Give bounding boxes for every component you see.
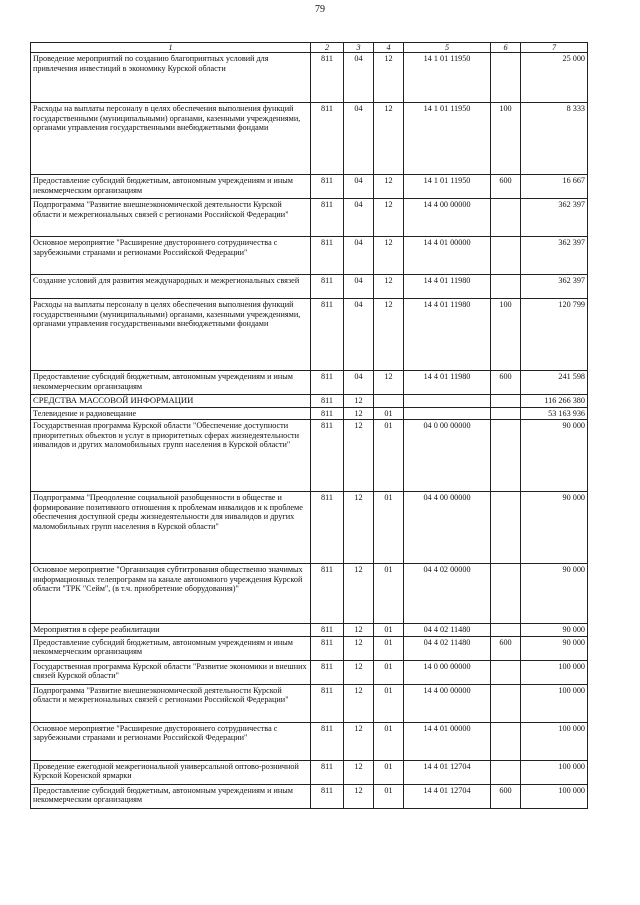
table-row: [31, 199, 588, 237]
cell-gr: 811: [311, 684, 344, 722]
cell-name: Предоставление субсидий бюджетным, автономным учреждениям и иным некоммерческим организациям: [31, 784, 311, 808]
cell-vr: 600: [491, 175, 521, 199]
cell-vr: [491, 53, 521, 103]
table-row: [31, 722, 588, 760]
cell-gr: 811: [311, 660, 344, 684]
cell-pr: 01: [374, 684, 404, 722]
cell-name: Государственная программа Курской области "Развитие экономики и внешних связей Курской области": [31, 660, 311, 684]
cell-name: Телевидение и радиовещание: [31, 407, 311, 420]
cell-name: Основное мероприятие "Расширение двустороннего сотрудничества с зарубежными странами и регионами Российской Федерации": [31, 722, 311, 760]
cell-vr: [491, 420, 521, 492]
column-header-name: 1: [31, 43, 311, 53]
cell-csr: 04 0 00 00000: [404, 420, 491, 492]
cell-vr: [491, 660, 521, 684]
cell-gr: 811: [311, 636, 344, 660]
cell-sum: 100 000: [521, 684, 588, 722]
cell-vr: [491, 275, 521, 299]
cell-sum: 241 598: [521, 371, 588, 395]
cell-name: Создание условий для развития международных и межрегиональных связей: [31, 275, 311, 299]
cell-csr: 14 4 01 12704: [404, 784, 491, 808]
cell-pr: 12: [374, 237, 404, 275]
cell-sum: 100 000: [521, 722, 588, 760]
cell-name: Предоставление субсидий бюджетным, автономным учреждениям и иным некоммерческим организациям: [31, 636, 311, 660]
table-row: [31, 103, 588, 175]
column-header-gr: 2: [311, 43, 344, 53]
table-row: [31, 760, 588, 784]
cell-pr: [374, 395, 404, 408]
cell-gr: 811: [311, 407, 344, 420]
cell-csr: 04 4 02 11480: [404, 636, 491, 660]
cell-rz: 12: [344, 684, 374, 722]
cell-sum: 362 397: [521, 237, 588, 275]
table-row: [31, 492, 588, 564]
table-body: [31, 53, 588, 809]
cell-gr: 811: [311, 275, 344, 299]
table-row: [31, 636, 588, 660]
cell-rz: 12: [344, 624, 374, 637]
column-header-vr: 6: [491, 43, 521, 53]
cell-pr: 01: [374, 492, 404, 564]
cell-vr: [491, 684, 521, 722]
cell-gr: 811: [311, 371, 344, 395]
cell-name: Подпрограмма "Преодоление социальной разобщенности в обществе и формирование позитивного отношения к проблемам инвалидов и к проблеме обеспечения доступной среды жизнедеятельности для инвалидов и других маломобильных групп населения в Курской области": [31, 492, 311, 564]
cell-csr: 14 0 00 00000: [404, 660, 491, 684]
column-header-sum: 7: [521, 43, 588, 53]
cell-vr: [491, 760, 521, 784]
cell-rz: 12: [344, 420, 374, 492]
cell-rz: 04: [344, 103, 374, 175]
cell-gr: 811: [311, 784, 344, 808]
cell-csr: 14 4 01 12704: [404, 760, 491, 784]
cell-csr: 14 4 00 00000: [404, 199, 491, 237]
page-number: 79: [315, 4, 325, 15]
cell-gr: 811: [311, 420, 344, 492]
cell-pr: 12: [374, 299, 404, 371]
cell-vr: [491, 564, 521, 624]
table-row: [31, 784, 588, 808]
cell-csr: 14 1 01 11950: [404, 53, 491, 103]
cell-name: Основное мероприятие "Организация субтитрования общественно значимых информационных телепрограмм на канале автономного учреждения Курской области "ТРК "Сейм", (в т.ч. приобретение оборудования)": [31, 564, 311, 624]
cell-rz: 12: [344, 784, 374, 808]
cell-pr: 12: [374, 275, 404, 299]
cell-name: Расходы на выплаты персоналу в целях обеспечения выполнения функций государственными (муниципальными) органами, казенными учреждениями, органами управления государственными внебюджетными фондами: [31, 299, 311, 371]
cell-gr: 811: [311, 395, 344, 408]
table-row: [31, 175, 588, 199]
cell-gr: 811: [311, 564, 344, 624]
table-row: [31, 299, 588, 371]
cell-pr: 12: [374, 53, 404, 103]
cell-sum: 100 000: [521, 760, 588, 784]
cell-name: Основное мероприятие "Расширение двустороннего сотрудничества с зарубежными странами и регионами Российской Федерации": [31, 237, 311, 275]
cell-pr: 01: [374, 624, 404, 637]
column-header-rz: 3: [344, 43, 374, 53]
cell-name: Подпрограмма "Развитие внешнеэкономической деятельности Курской области и межрегиональных связей с регионами Российской Федерации": [31, 684, 311, 722]
cell-csr: 14 4 01 00000: [404, 237, 491, 275]
cell-sum: 8 333: [521, 103, 588, 175]
cell-gr: 811: [311, 299, 344, 371]
table-row: [31, 420, 588, 492]
cell-rz: 12: [344, 660, 374, 684]
budget-table: [30, 42, 588, 809]
cell-rz: 04: [344, 199, 374, 237]
cell-sum: 90 000: [521, 624, 588, 637]
cell-rz: 12: [344, 564, 374, 624]
cell-rz: 04: [344, 237, 374, 275]
cell-vr: [491, 199, 521, 237]
cell-gr: 811: [311, 237, 344, 275]
cell-csr: 14 4 00 00000: [404, 684, 491, 722]
cell-gr: 811: [311, 624, 344, 637]
cell-name: Расходы на выплаты персоналу в целях обеспечения выполнения функций государственными (муниципальными) органами, казенными учреждениями, органами управления государственными внебюджетными фондами: [31, 103, 311, 175]
cell-pr: 01: [374, 564, 404, 624]
table-row: [31, 371, 588, 395]
cell-vr: [491, 492, 521, 564]
cell-name: Подпрограмма "Развитие внешнеэкономической деятельности Курской области и межрегиональных связей с регионами Российской Федерации": [31, 199, 311, 237]
cell-pr: 12: [374, 175, 404, 199]
cell-sum: 90 000: [521, 564, 588, 624]
cell-sum: 120 799: [521, 299, 588, 371]
cell-csr: 14 4 01 11980: [404, 275, 491, 299]
cell-pr: 12: [374, 199, 404, 237]
cell-pr: 01: [374, 660, 404, 684]
cell-rz: 04: [344, 175, 374, 199]
cell-name: Проведение ежегодной межрегиональной универсальной оптово-розничной Курской Коренской ярмарки: [31, 760, 311, 784]
cell-vr: 100: [491, 103, 521, 175]
cell-gr: 811: [311, 492, 344, 564]
cell-vr: 100: [491, 299, 521, 371]
cell-sum: 100 000: [521, 784, 588, 808]
cell-gr: 811: [311, 53, 344, 103]
table-row: [31, 684, 588, 722]
cell-gr: 811: [311, 175, 344, 199]
cell-name: Государственная программа Курской области "Обеспечение доступности приоритетных объектов и услуг в приоритетных сферах жизнедеятельности инвалидов и других маломобильных групп населения в Курской области": [31, 420, 311, 492]
cell-name: СРЕДСТВА МАССОВОЙ ИНФОРМАЦИИ: [31, 395, 311, 408]
cell-csr: [404, 395, 491, 408]
cell-csr: 14 1 01 11950: [404, 103, 491, 175]
cell-pr: 01: [374, 420, 404, 492]
cell-rz: 04: [344, 299, 374, 371]
cell-vr: 600: [491, 636, 521, 660]
cell-sum: 116 266 380: [521, 395, 588, 408]
cell-pr: 12: [374, 371, 404, 395]
cell-sum: 53 163 936: [521, 407, 588, 420]
cell-name: Проведение мероприятий по созданию благоприятных условий для привлечения инвестиций в экономику Курской области: [31, 53, 311, 103]
cell-vr: [491, 407, 521, 420]
cell-sum: 362 397: [521, 275, 588, 299]
cell-rz: 04: [344, 53, 374, 103]
cell-csr: 04 4 00 00000: [404, 492, 491, 564]
cell-vr: 600: [491, 371, 521, 395]
column-header-pr: 4: [374, 43, 404, 53]
cell-rz: 12: [344, 636, 374, 660]
cell-rz: 12: [344, 722, 374, 760]
cell-csr: 14 1 01 11950: [404, 175, 491, 199]
cell-rz: 12: [344, 492, 374, 564]
cell-pr: 01: [374, 636, 404, 660]
table-header-row: [31, 43, 588, 53]
cell-gr: 811: [311, 760, 344, 784]
cell-csr: 04 4 02 00000: [404, 564, 491, 624]
cell-sum: 90 000: [521, 492, 588, 564]
cell-csr: 14 4 01 00000: [404, 722, 491, 760]
table-row: [31, 660, 588, 684]
cell-name: Предоставление субсидий бюджетным, автономным учреждениям и иным некоммерческим организациям: [31, 371, 311, 395]
cell-gr: 811: [311, 199, 344, 237]
cell-sum: 25 000: [521, 53, 588, 103]
cell-name: Мероприятия в сфере реабилитации: [31, 624, 311, 637]
cell-csr: 14 4 01 11980: [404, 371, 491, 395]
cell-vr: 600: [491, 784, 521, 808]
cell-vr: [491, 624, 521, 637]
cell-vr: [491, 395, 521, 408]
cell-sum: 16 667: [521, 175, 588, 199]
cell-pr: 01: [374, 784, 404, 808]
cell-gr: 811: [311, 722, 344, 760]
table-row: [31, 53, 588, 103]
cell-rz: 04: [344, 371, 374, 395]
cell-vr: [491, 237, 521, 275]
cell-sum: 362 397: [521, 199, 588, 237]
cell-name: Предоставление субсидий бюджетным, автономным учреждениям и иным некоммерческим организациям: [31, 175, 311, 199]
cell-gr: 811: [311, 103, 344, 175]
cell-rz: 04: [344, 275, 374, 299]
table-row: [31, 564, 588, 624]
cell-sum: 90 000: [521, 420, 588, 492]
table-row: [31, 624, 588, 637]
table-row: [31, 237, 588, 275]
table-row: [31, 395, 588, 408]
cell-rz: 12: [344, 407, 374, 420]
cell-csr: 14 4 01 11980: [404, 299, 491, 371]
cell-csr: [404, 407, 491, 420]
column-header-csr: 5: [404, 43, 491, 53]
cell-pr: 01: [374, 760, 404, 784]
table-row: [31, 407, 588, 420]
cell-pr: 01: [374, 407, 404, 420]
cell-sum: 90 000: [521, 636, 588, 660]
cell-rz: 12: [344, 395, 374, 408]
cell-pr: 12: [374, 103, 404, 175]
cell-csr: 04 4 02 11480: [404, 624, 491, 637]
table-row: [31, 275, 588, 299]
cell-sum: 100 000: [521, 660, 588, 684]
cell-pr: 01: [374, 722, 404, 760]
cell-rz: 12: [344, 760, 374, 784]
cell-vr: [491, 722, 521, 760]
